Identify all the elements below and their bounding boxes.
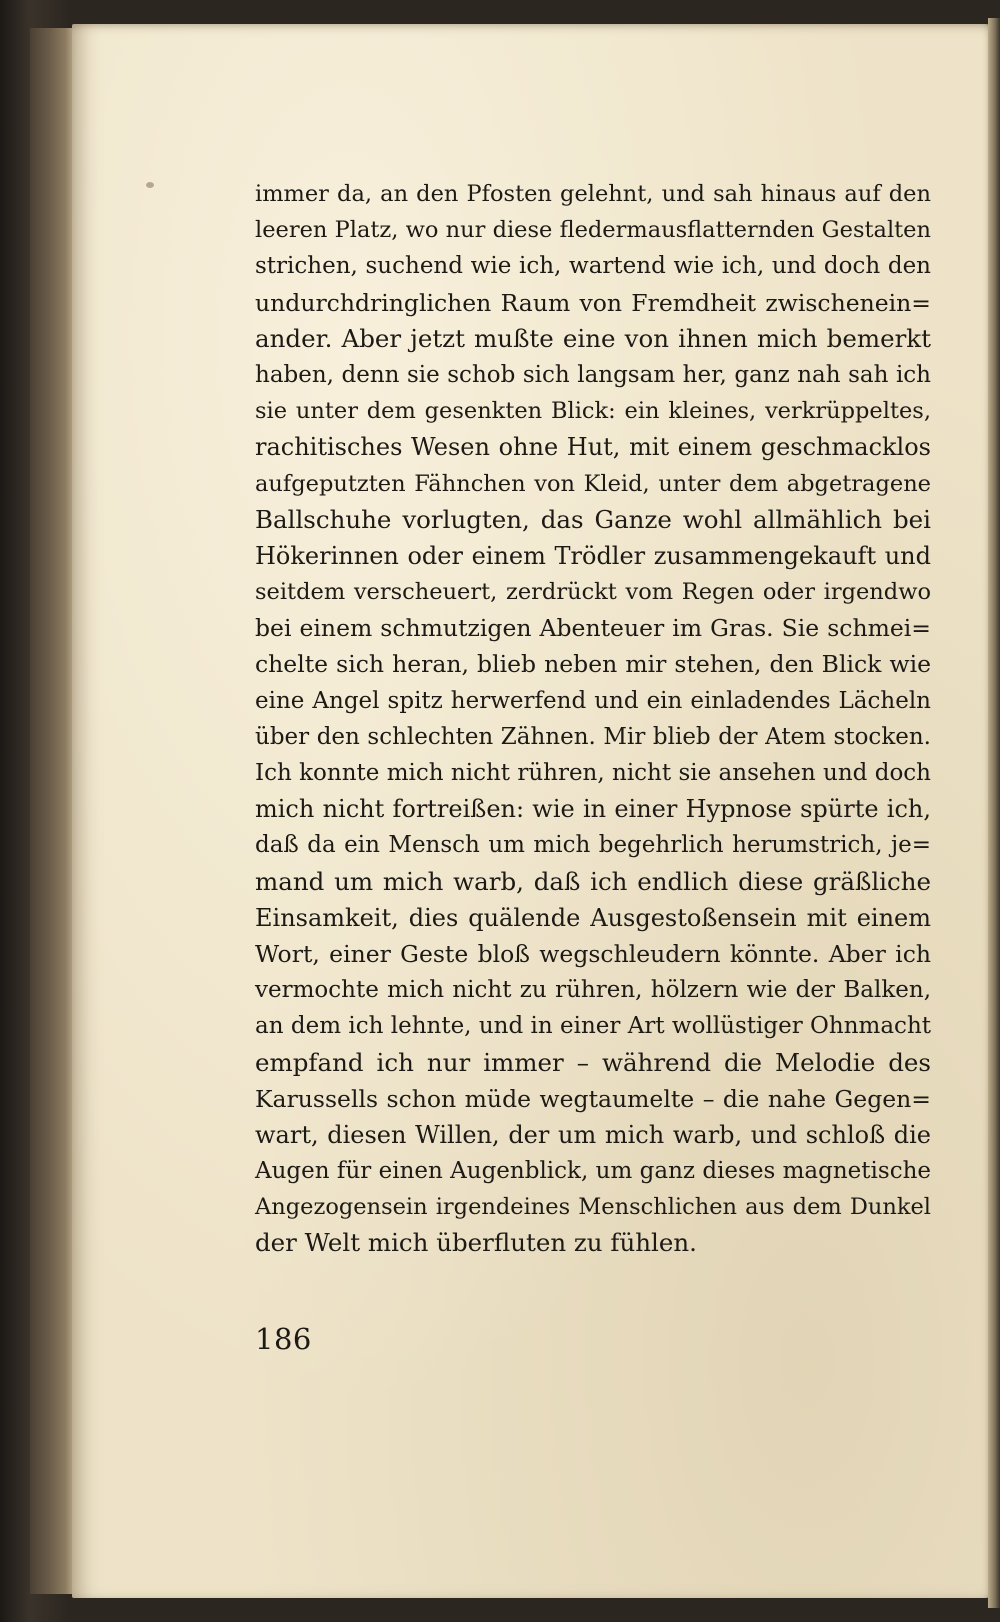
text-line: wart, diesen Willen, der um mich warb, und schloß die — [255, 1120, 931, 1149]
page-edge — [988, 18, 1000, 1608]
text-line: seitdem verscheuert, zerdrückt vom Regen oder irgendwo — [255, 579, 931, 606]
text-line: eine Angel spitz herwerfend und ein einladendes Lächeln — [255, 687, 931, 714]
text-line: haben, denn sie schob sich langsam her, ganz nah sah ich — [255, 361, 931, 388]
text-line: sie unter dem gesenkten Blick: ein kleines, verkrüppeltes, — [255, 398, 931, 425]
book-spine-shadow — [30, 28, 74, 1594]
text-line: Einsamkeit, dies quälende Ausgestoßensein mit einem — [255, 903, 931, 932]
text-line: chelte sich heran, blieb neben mir stehen, den Blick wie — [255, 650, 931, 679]
text-line: empfand ich nur immer – während die Melodie des — [255, 1047, 931, 1077]
page-number: 186 — [255, 1322, 312, 1356]
text-line: vermochte mich nicht zu rühren, hölzern wie der Balken, — [255, 977, 931, 1004]
text-line: Angezogensein irgendeines Menschlichen aus dem Dunkel — [255, 1194, 931, 1221]
text-line: ander. Aber jetzt mußte eine von ihnen mich bemerkt — [255, 323, 931, 353]
text-line: strichen, suchend wie ich, wartend wie ich, und doch den — [255, 253, 931, 280]
text-line: Augen für einen Augenblick, um ganz dieses magnetische — [255, 1158, 931, 1185]
body-text — [255, 176, 931, 1262]
text-line: bei einem schmutzigen Abenteuer im Gras. Sie schmei= — [255, 614, 931, 643]
text-line: an dem ich lehnte, und in einer Art wollüstiger Ohnmacht — [255, 1013, 931, 1040]
text-line: über den schlechten Zähnen. Mir blieb der Atem stocken. — [255, 723, 931, 750]
text-line: leeren Platz, wo nur diese fledermausflatternden Gestalten — [255, 217, 931, 244]
text-line: Hökerinnen oder einem Trödler zusammengekauft und — [255, 541, 931, 570]
text-line: Ich konnte mich nicht rühren, nicht sie ansehen und doch — [255, 760, 931, 786]
text-line: aufgeputzten Fähnchen von Kleid, unter dem abgetragene — [255, 470, 931, 497]
text-line: Wort, einer Geste bloß wegschleudern könnte. Aber ich — [255, 939, 931, 968]
text-line: mand um mich warb, daß ich endlich diese gräßliche — [255, 866, 931, 896]
text-line: mich nicht fortreißen: wie in einer Hypnose spürte ich, — [255, 795, 931, 824]
paper-speck — [146, 182, 154, 188]
text-line: Ballschuhe vorlugten, das Ganze wohl allmählich bei — [255, 504, 931, 534]
text-line: rachitisches Wesen ohne Hut, mit einem geschmacklos — [255, 433, 931, 462]
text-line: Karussells schon müde wegtaumelte – die nahe Gegen= — [255, 1084, 931, 1113]
text-line: daß da ein Mensch um mich begehrlich herumstrich, je= — [255, 832, 931, 859]
text-line: immer da, an den Pfosten gelehnt, und sah hinaus auf den — [255, 181, 931, 207]
text-line: undurchdringlichen Raum von Fremdheit zwischenein= — [255, 288, 931, 317]
text-line: der Welt mich überfluten zu fühlen. — [255, 1228, 697, 1258]
